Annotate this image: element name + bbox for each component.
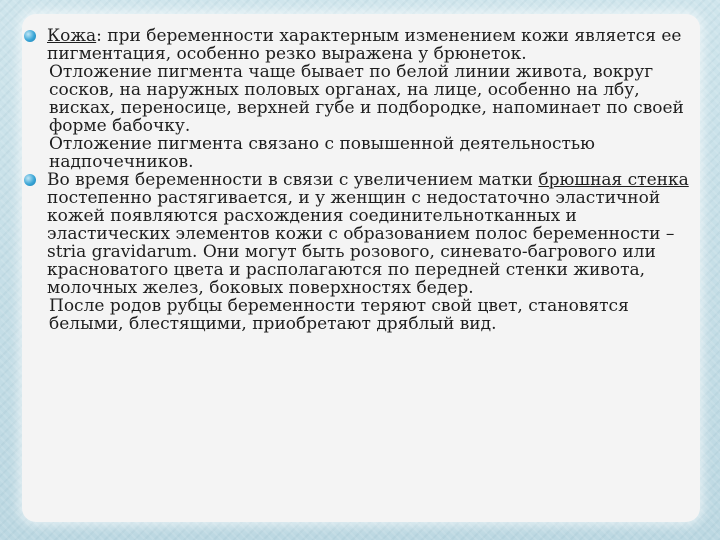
pigment-cause-paragraph: Отложение пигмента связано с повышенной деятельностью надпочечников.: [49, 134, 595, 172]
skin-heading: Кожа: [47, 26, 97, 46]
bullet-icon: [24, 30, 36, 42]
skin-text: при беременности характерным изменением кожи является ее пигментация, особенно резко выражена у брюнеток.: [47, 26, 682, 64]
slide-content: [34, 27, 694, 333]
abdominal-text-after: постепенно растягивается, и у женщин с недостаточно эластичной кожей появляются расхождения соединительнотканных и эластических элементов кожи с образованием полос беременности – stria gravidarum. Они могут быть розового, синевато-багрового или красноватого цвета и располагаются по передней стенки живота, молочных желез, боковых поверхностях бедер.: [47, 188, 675, 298]
bullet-item-abdominal-wall: [34, 171, 694, 297]
bullet-icon: [24, 174, 36, 186]
abdominal-text-before: Во время беременности в связи с увеличением матки: [47, 170, 539, 190]
abdominal-wall-term: брюшная стенка: [538, 170, 689, 190]
after-birth-paragraph: После родов рубцы беременности теряют свой цвет, становятся белыми, блестящими, приобретают дряблый вид.: [49, 296, 629, 334]
pigment-location-paragraph: Отложение пигмента чаще бывает по белой линии живота, вокруг сосков, на наружных половых органах, на лице, особенно на лбу, висках, переносице, верхней губе и подбородке, напоминает по своей форме бабочку.: [49, 62, 684, 136]
bullet-item-skin: [34, 27, 694, 63]
skin-heading-colon: :: [96, 26, 102, 46]
